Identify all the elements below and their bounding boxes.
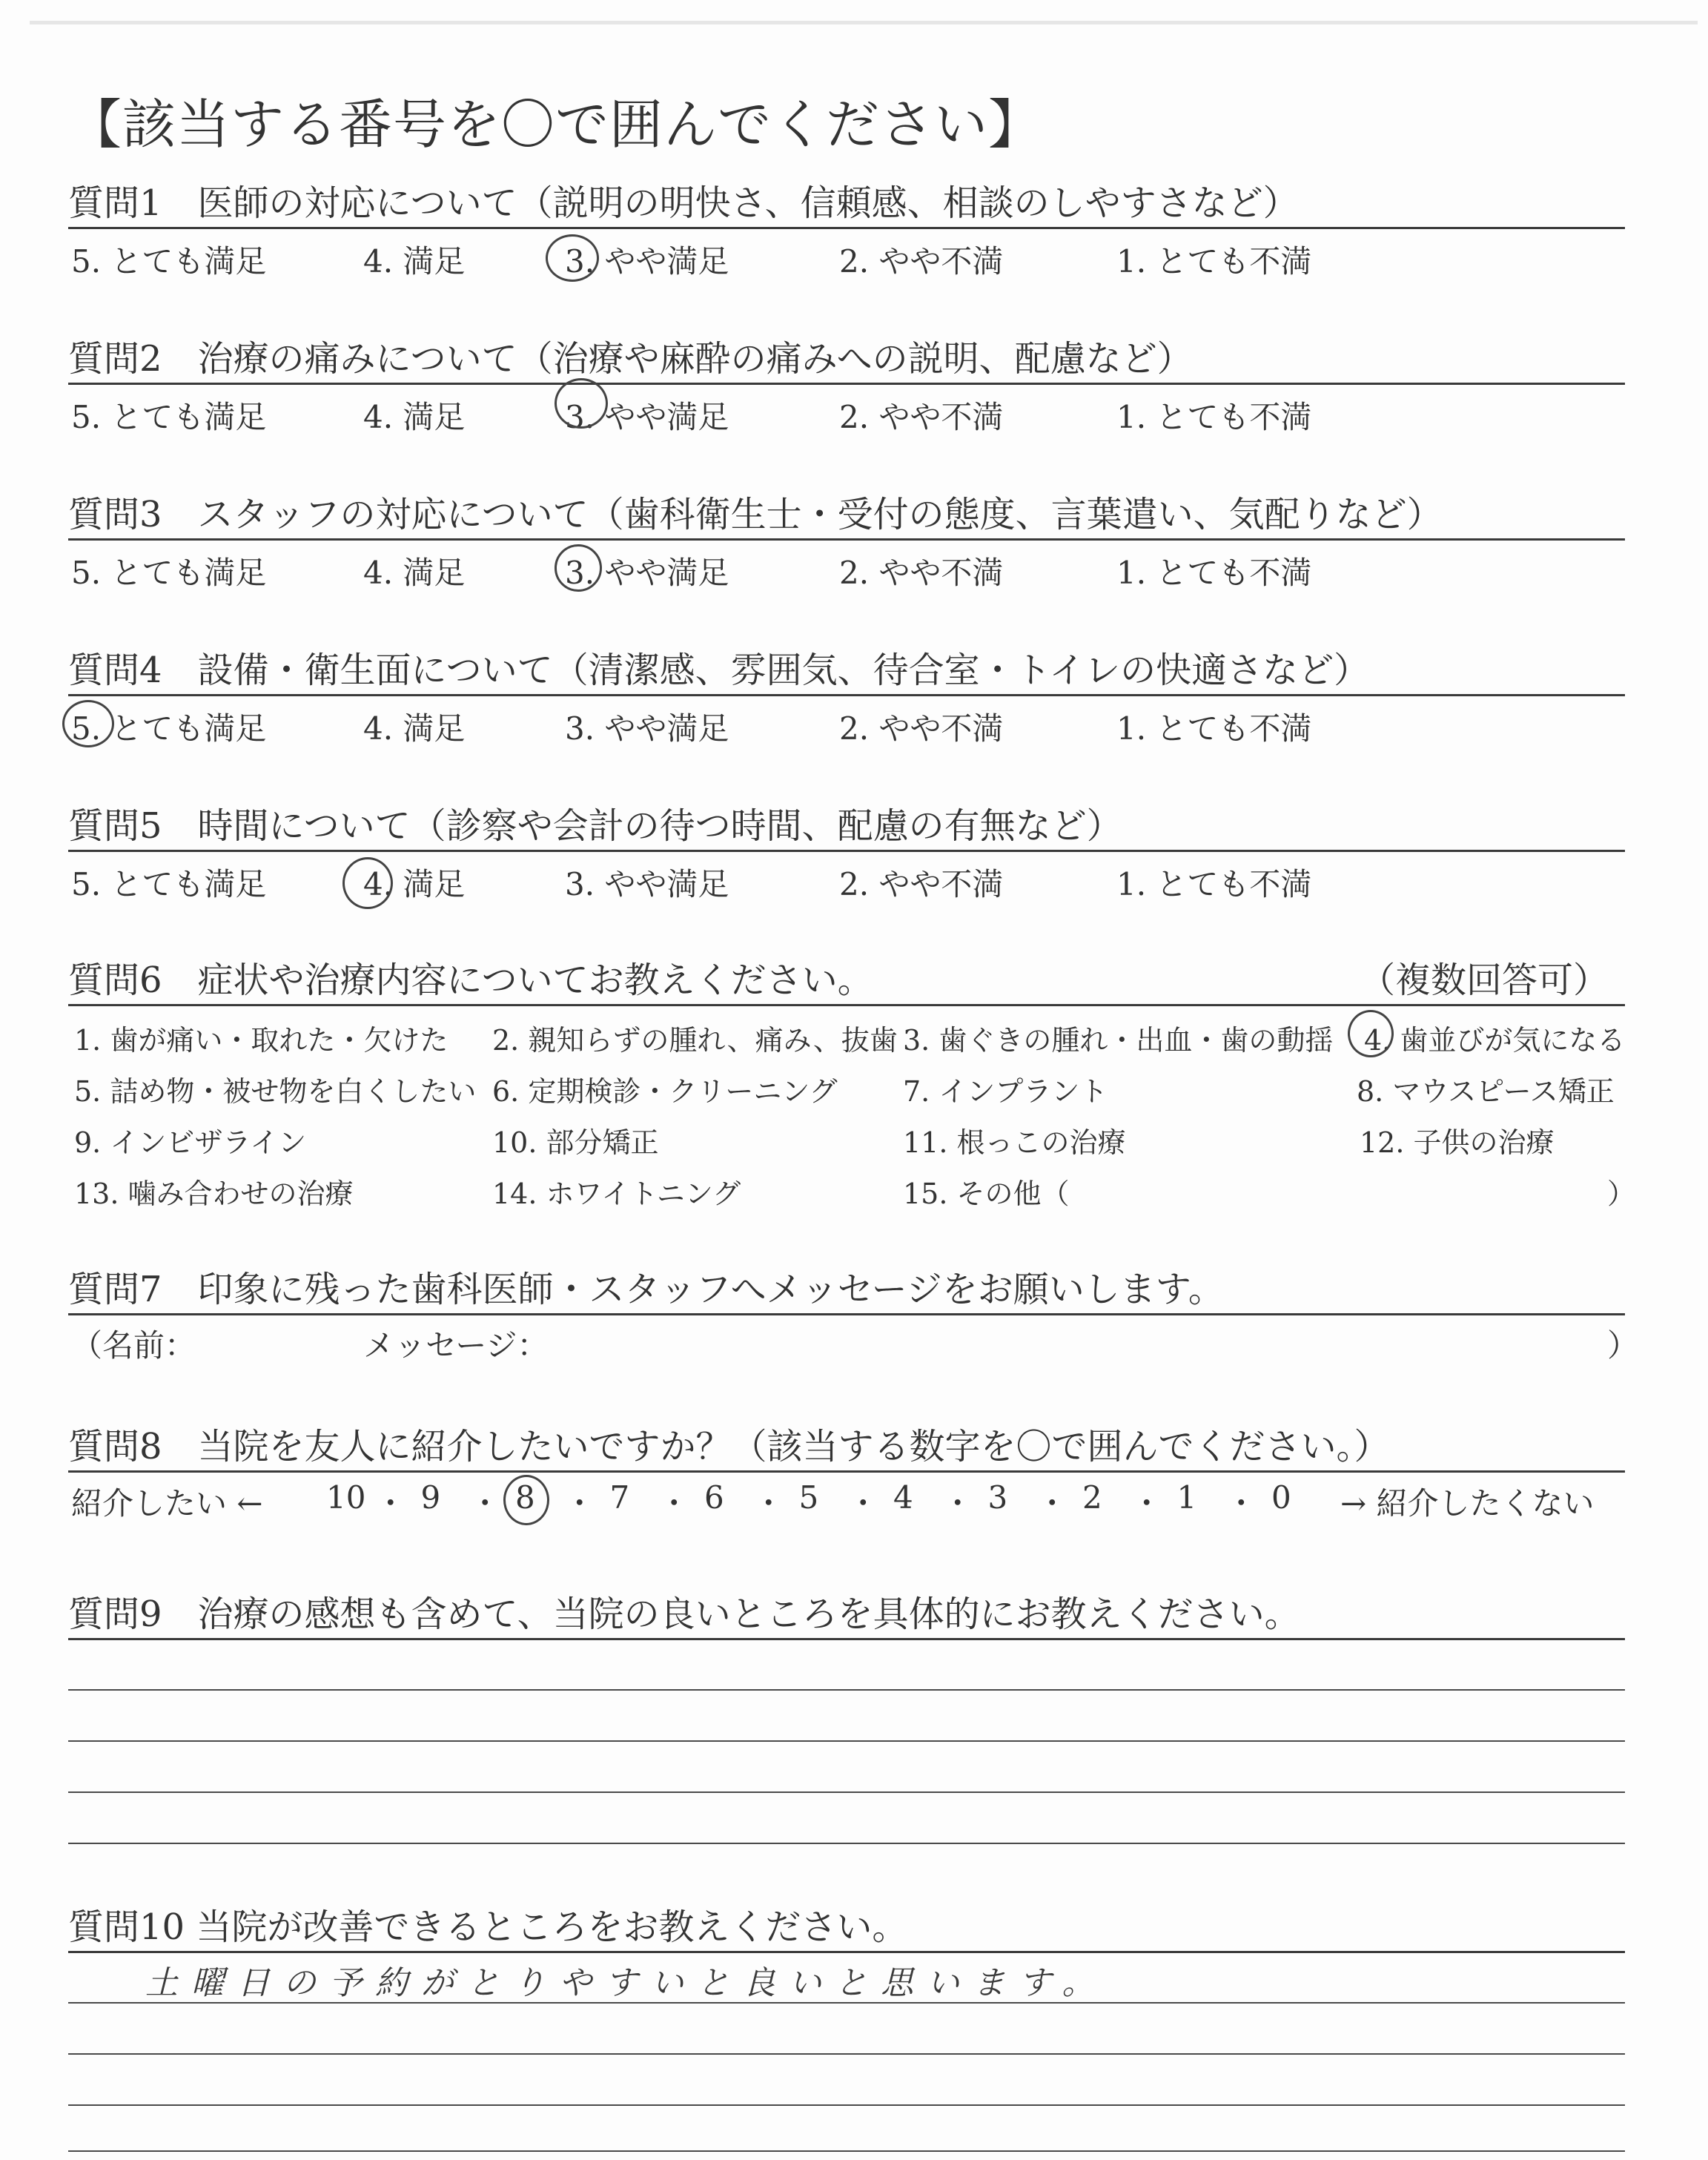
- q6-selection-circle: [1348, 1010, 1394, 1057]
- q5-option-4[interactable]: 4. 満足: [363, 866, 466, 902]
- q8-number-1[interactable]: 1: [1176, 1479, 1197, 1516]
- q8-number-6[interactable]: 6: [704, 1479, 724, 1516]
- q4-option-2[interactable]: 2. やや不満: [839, 710, 1004, 747]
- question-6-note: （複数回答可）: [1360, 960, 1609, 1001]
- q6-option-8[interactable]: 8. マウスピース矯正: [1357, 1075, 1615, 1108]
- q4-selection-circle: [62, 700, 114, 747]
- q8-left-label: 紹介したい ←: [71, 1485, 263, 1522]
- answer-line[interactable]: [68, 1740, 1625, 1742]
- q4-option-5[interactable]: 5. とても満足: [71, 710, 267, 747]
- q8-separator-dot: ・: [941, 1485, 973, 1522]
- question-6-rule: [68, 1004, 1625, 1006]
- q8-right-label: → 紹介したくない: [1340, 1485, 1595, 1522]
- q3-option-3[interactable]: 3. やや満足: [565, 555, 729, 591]
- q6-option-4[interactable]: 4. 歯並びが気になる: [1364, 1024, 1626, 1057]
- q5-selection-circle: [342, 857, 393, 909]
- question-2-rule: [68, 383, 1625, 385]
- q5-option-1[interactable]: 1. とても不満: [1116, 866, 1312, 902]
- q7-close: ）: [1607, 1327, 1639, 1364]
- q3-option-5[interactable]: 5. とても満足: [71, 555, 267, 591]
- q6-option-15-close: ）: [1607, 1178, 1636, 1210]
- page-title: 【該当する番号を〇で囲んでください】: [68, 93, 1043, 156]
- q5-option-3[interactable]: 3. やや満足: [565, 866, 729, 902]
- q6-option-9[interactable]: 9. インビザライン: [74, 1126, 307, 1159]
- question-7-rule: [68, 1313, 1625, 1315]
- question-5: 質問5 時間について（診察や会計の待つ時間、配慮の有無など）: [68, 805, 1122, 847]
- question-10-rule: [68, 1951, 1625, 1953]
- q8-separator-dot: ・: [1131, 1485, 1162, 1522]
- q8-number-3[interactable]: 3: [987, 1479, 1008, 1516]
- q3-option-4[interactable]: 4. 満足: [363, 555, 466, 591]
- q6-option-11[interactable]: 11. 根っこの治療: [903, 1126, 1126, 1159]
- q8-separator-dot: ・: [847, 1485, 879, 1522]
- q6-option-2[interactable]: 2. 親知らずの腫れ、痛み、抜歯: [492, 1024, 898, 1057]
- q6-option-12[interactable]: 12. 子供の治療: [1360, 1126, 1555, 1159]
- question-6: 質問6 症状や治療内容についてお教えください。: [68, 960, 873, 1001]
- q8-separator-dot: ・: [1225, 1485, 1257, 1522]
- question-1: 質問1 医師の対応について（説明の明快さ、信頼感、相談のしやすさなど）: [68, 182, 1299, 224]
- q7-message-label: メッセージ：: [363, 1327, 549, 1364]
- q5-option-2[interactable]: 2. やや不満: [839, 866, 1004, 902]
- q8-number-7[interactable]: 7: [609, 1479, 630, 1516]
- q6-option-13[interactable]: 13. 噛み合わせの治療: [74, 1178, 354, 1210]
- q8-separator-dot: ・: [374, 1485, 406, 1522]
- answer-line[interactable]: [68, 1791, 1625, 1793]
- q3-option-1[interactable]: 1. とても不満: [1116, 555, 1312, 591]
- answer-line[interactable]: [68, 2150, 1625, 2152]
- question-4-rule: [68, 694, 1625, 696]
- q2-option-3[interactable]: 3. やや満足: [565, 399, 729, 435]
- question-2: 質問2 治療の痛みについて（治療や麻酔の痛みへの説明、配慮など）: [68, 338, 1193, 380]
- question-1-rule: [68, 227, 1625, 229]
- q6-option-7[interactable]: 7. インプラント: [903, 1075, 1108, 1108]
- q6-option-6[interactable]: 6. 定期検診・クリーニング: [492, 1075, 838, 1108]
- q1-option-4[interactable]: 4. 満足: [363, 243, 466, 280]
- q6-option-3[interactable]: 3. 歯ぐきの腫れ・出血・歯の動揺: [903, 1024, 1334, 1057]
- q8-separator-dot: ・: [752, 1485, 784, 1522]
- q1-option-5[interactable]: 5. とても満足: [71, 243, 267, 280]
- question-8-rule: [68, 1470, 1625, 1473]
- q8-number-8[interactable]: 8: [515, 1479, 535, 1516]
- q6-option-5[interactable]: 5. 詰め物・被せ物を白くしたい: [74, 1075, 477, 1108]
- q2-option-5[interactable]: 5. とても満足: [71, 399, 267, 435]
- q7-name-label: （名前：: [71, 1327, 196, 1364]
- q8-number-5[interactable]: 5: [798, 1479, 819, 1516]
- q4-option-3[interactable]: 3. やや満足: [565, 710, 729, 747]
- q10-handwritten-answer: 土曜日の予約がとりやすいと良いと思います。: [145, 1964, 1108, 2002]
- question-5-rule: [68, 850, 1625, 852]
- question-7: 質問7 印象に残った歯科医師・スタッフへメッセージをお願いします。: [68, 1269, 1224, 1310]
- q1-option-3[interactable]: 3. やや満足: [565, 243, 729, 280]
- q8-separator-dot: ・: [563, 1485, 595, 1522]
- q4-option-4[interactable]: 4. 満足: [363, 710, 466, 747]
- q8-number-9[interactable]: 9: [420, 1479, 441, 1516]
- q3-selection-circle: [555, 544, 602, 592]
- q2-option-2[interactable]: 2. やや不満: [839, 399, 1004, 435]
- answer-line[interactable]: [68, 2053, 1625, 2055]
- question-9: 質問9 治療の感想も含めて、当院の良いところを具体的にお教えください。: [68, 1593, 1300, 1635]
- answer-line[interactable]: [68, 1843, 1625, 1844]
- q8-selection-circle: [503, 1475, 549, 1525]
- q8-separator-dot: ・: [469, 1485, 501, 1522]
- answer-line[interactable]: [68, 2104, 1625, 2106]
- q2-selection-circle: [555, 378, 608, 429]
- question-3: 質問3 スタッフの対応について（歯科衛生士・受付の態度、言葉遣い、気配りなど）: [68, 494, 1443, 535]
- q8-separator-dot: ・: [658, 1485, 690, 1522]
- answer-line[interactable]: [68, 1689, 1625, 1691]
- q3-option-2[interactable]: 2. やや不満: [839, 555, 1004, 591]
- q2-option-4[interactable]: 4. 満足: [363, 399, 466, 435]
- q6-option-1[interactable]: 1. 歯が痛い・取れた・欠けた: [74, 1024, 448, 1057]
- q8-number-2[interactable]: 2: [1082, 1479, 1102, 1516]
- q4-option-1[interactable]: 1. とても不満: [1116, 710, 1312, 747]
- scan-edge: [30, 21, 1698, 24]
- q8-number-0[interactable]: 0: [1271, 1479, 1291, 1516]
- question-9-rule: [68, 1638, 1625, 1640]
- answer-line[interactable]: [68, 2002, 1625, 2004]
- q5-option-5[interactable]: 5. とても満足: [71, 866, 267, 902]
- question-10: 質問10 当院が改善できるところをお教えください。: [68, 1906, 908, 1948]
- question-8: 質問8 当院を友人に紹介したいですか？（該当する数字を〇で囲んでください。）: [68, 1426, 1390, 1467]
- q6-option-14[interactable]: 14. ホワイトニング: [492, 1178, 741, 1210]
- q2-option-1[interactable]: 1. とても不満: [1116, 399, 1312, 435]
- q6-option-10[interactable]: 10. 部分矯正: [492, 1126, 659, 1159]
- question-4: 質問4 設備・衛生面について（清潔感、雰囲気、待合室・トイレの快適さなど）: [68, 650, 1370, 691]
- q1-option-1[interactable]: 1. とても不満: [1116, 243, 1312, 280]
- q6-option-15[interactable]: 15. その他（: [903, 1178, 1070, 1210]
- q8-number-10[interactable]: 10: [326, 1479, 366, 1516]
- q8-separator-dot: ・: [1036, 1485, 1068, 1522]
- q8-number-4[interactable]: 4: [893, 1479, 913, 1516]
- q1-selection-circle: [546, 234, 599, 282]
- q1-option-2[interactable]: 2. やや不満: [839, 243, 1004, 280]
- question-3-rule: [68, 538, 1625, 541]
